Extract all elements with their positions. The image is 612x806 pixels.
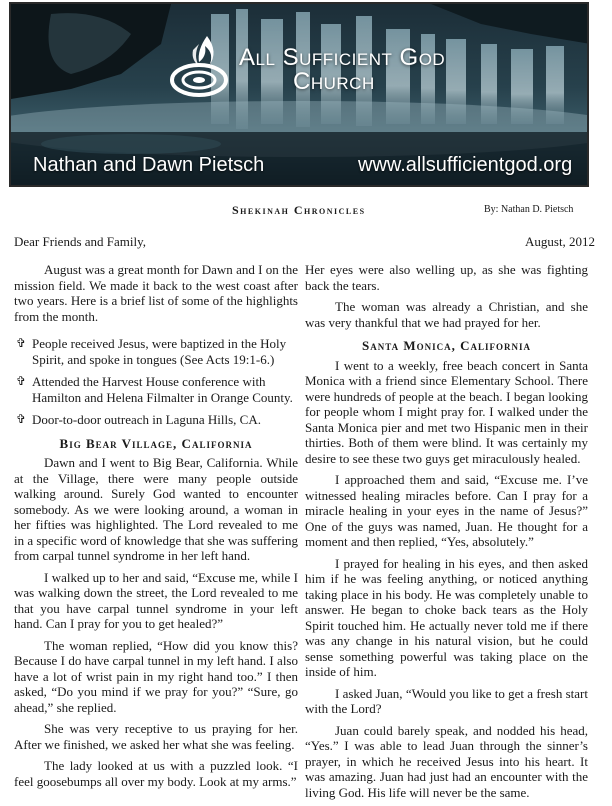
missionary-names: Nathan and Dawn Pietsch	[33, 154, 265, 176]
body-paragraph: Dawn and I went to Big Bear, California. While at the Village, there were many people outside walking around. Surely God wanted to encounter somebody. As we were looking around, a woman in her fifties was highlighted. The Lord revealed to me in a specific word of knowledge that she was suffering from carpal tunnel syndrome in her left hand.	[14, 455, 298, 563]
cross-icon: ✞	[16, 374, 27, 388]
website-url: www.allsufficientgod.org	[358, 154, 573, 176]
church-name-line2: Church	[293, 68, 375, 95]
body-paragraph: Juan could barely speak, and nodded his head, “Yes.” I was able to lead Juan through the sinner’s prayer, in which he received Jesus into his heart. It was amazing. Juan had just had an encounter with the living God. His life will never be the same.	[305, 722, 588, 800]
left-column	[14, 262, 298, 795]
list-item: ✞ Attended the Harvest House conference with Hamilton and Helena Filmalter in Orange County.	[16, 374, 293, 405]
body-paragraph: The lady looked at us with a puzzled look. “I feel goosebumps all over my body. Look at my arms.”	[14, 758, 298, 789]
body-paragraph: The woman replied, “How did you know this? Because I do have carpal tunnel in my left hand. I also have a lot of wrist pain in my right hand too.” I then asked, “Do you mind if we pray for you?” “Sure, go ahead,” she replied.	[14, 637, 298, 715]
body-paragraph: I walked up to her and said, “Excuse me, while I was walking down the street, the Lord revealed to me that you have carpal tunnel syndrome in your left hand. Can I pray for you to get healed?”	[14, 569, 298, 631]
section-heading-big-bear: Big Bear Village, California	[59, 435, 253, 451]
continued-paragraph: Her eyes were also welling up, as she was fighting back the tears.	[305, 262, 588, 293]
body-paragraph: I prayed for healing in his eyes, and then asked him if he was feeling anything, or noticed anything taking place in his body. He was completely unable to answer. He began to choke back tears as the Holy Spirit touched him. He actually never told me if there was any change in his natural vision, but he could sense something powerful was taking place on the inside of him.	[305, 555, 588, 679]
newsletter-title: Shekinah Chronicles	[232, 203, 366, 217]
highlights-list	[14, 336, 298, 428]
body-paragraph: The woman was already a Christian, and she was very thankful that we had prayed for her.	[305, 299, 588, 330]
salutation: Dear Friends and Family,	[14, 234, 147, 249]
list-item: ✞ People received Jesus, were baptized in the Holy Spirit, and spoke in tongues (See Acts 19:1-6.)	[16, 336, 287, 367]
body-paragraph: I went to a weekly, free beach concert in Santa Monica with a friend since Elementary School. There were hundreds of people at the beach. I began looking for people whom I might pray for. I walked under the Santa Monica pier and met two Hispanic men in their thirties. Both of them were blind. It was certainly my desire to see these two guys get miraculously healed.	[305, 357, 588, 466]
cross-icon: ✞	[16, 412, 27, 426]
intro-paragraph: August was a great month for Dawn and I on the mission field. We made it back to the west coast after two years. Here is a brief list of some of the highlights from the month.	[14, 262, 298, 324]
header-banner	[9, 2, 589, 187]
church-name-line1: All Sufficient God	[239, 44, 446, 71]
body-paragraph: I approached them and said, “Excuse me. I’ve witnessed healing miracles before. Can I pray for a miracle healing in your eyes in the name of Jesus?” One of the guys was named, Juan. He thought for a moment and then replied, “Yes, absolutely.”	[305, 472, 588, 549]
body-paragraph: I asked Juan, “Would you like to get a fresh start with the Lord?	[305, 685, 588, 716]
body-paragraph: She was very receptive to us praying for her. After we finished, we asked her what she was feeling.	[14, 721, 298, 752]
right-column	[305, 262, 588, 806]
cross-icon: ✞	[16, 336, 27, 350]
church-logo-icon	[169, 32, 231, 100]
section-heading-santa-monica: Santa Monica, California	[362, 338, 531, 353]
byline: By: Nathan D. Pietsch	[484, 204, 574, 215]
list-item: ✞ Door-to-door outreach in Laguna Hills, CA.	[16, 412, 261, 427]
letter-date: August, 2012	[525, 234, 596, 249]
